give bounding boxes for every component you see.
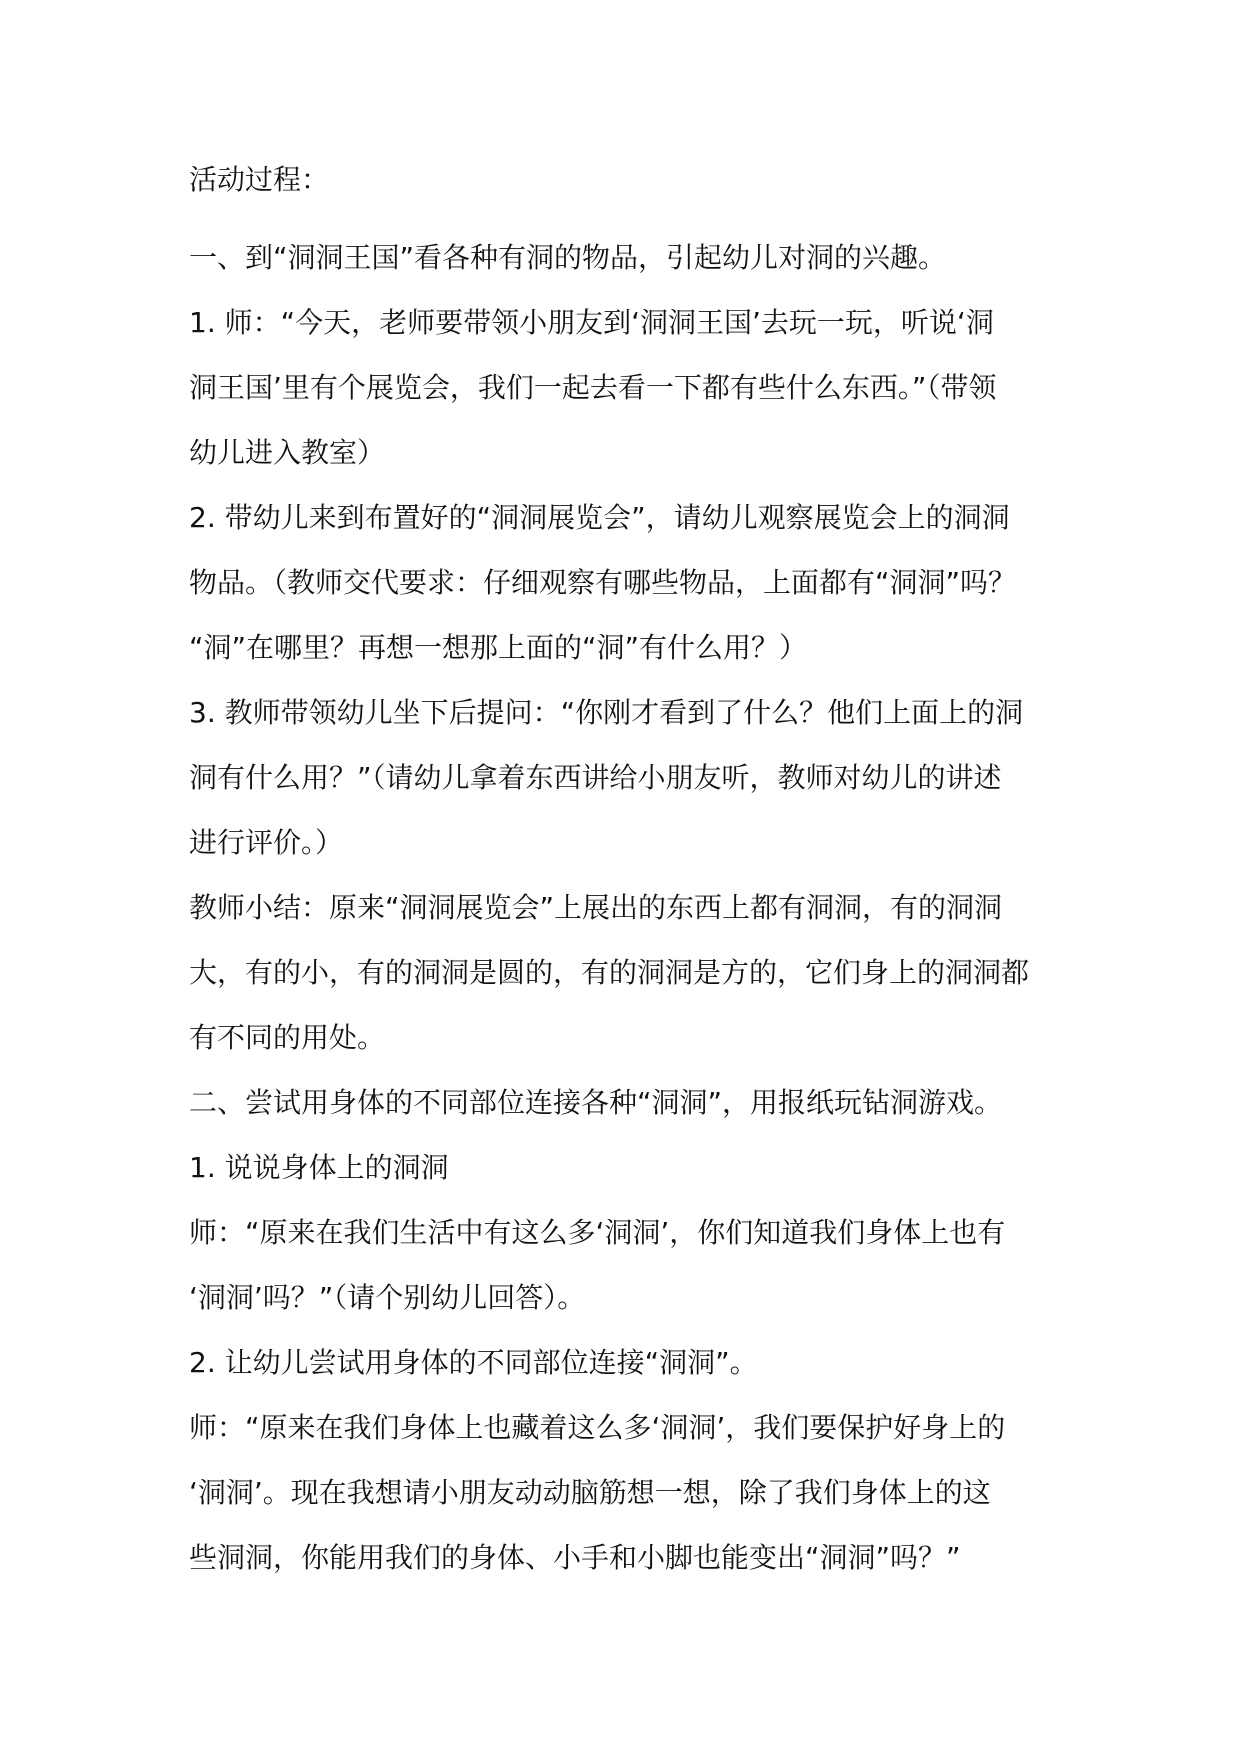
text-line: 1. 说说身体上的洞洞 [189,1151,449,1184]
text-line: 些洞洞，你能用我们的身体、小手和小脚也能变出“洞洞”吗？” [189,1541,961,1574]
text-line: 2. 让幼儿尝试用身体的不同部位连接“洞洞”。 [189,1346,758,1379]
text-line: 有不同的用处。 [189,1021,386,1054]
document-body [189,160,1059,1590]
text-line: ‘洞洞’吗？”（请个别幼儿回答）。 [189,1281,586,1314]
text-line: 物品。（教师交代要求：仔细观察有哪些物品，上面都有“洞洞”吗？ [189,566,1017,599]
text-line: 师：“原来在我们身体上也藏着这么多‘洞洞’，我们要保护好身上的 [189,1411,1006,1444]
text-line: 进行评价。） [189,826,344,859]
text-line: 二、尝试用身体的不同部位连接各种“洞洞”，用报纸玩钻洞游戏。 [189,1086,1003,1119]
text-line: 大，有的小，有的洞洞是圆的，有的洞洞是方的，它们身上的洞洞都 [189,956,1030,989]
text-line: 师：“原来在我们生活中有这么多‘洞洞’，你们知道我们身体上也有 [189,1216,1006,1249]
text-line: “洞”在哪里？再想一想那上面的“洞”有什么用？） [189,631,808,664]
text-line: 2. 带幼儿来到布置好的“洞洞展览会”，请幼儿观察展览会上的洞洞 [189,501,1010,534]
text-line: 教师小结：原来“洞洞展览会”上展出的东西上都有洞洞，有的洞洞 [189,891,1003,924]
section-heading-activity-process: 活动过程： [189,163,330,196]
text-line: 幼儿进入教室） [189,436,386,469]
text-line: 洞王国’里有个展览会，我们一起去看一下都有些什么东西。”（带领 [189,371,997,404]
text-line: 1. 师：“今天，老师要带领小朋友到‘洞洞王国’去玩一玩，听说‘洞 [189,306,994,339]
text-line: ‘洞洞’。现在我想请小朋友动动脑筋想一想，除了我们身体上的这 [189,1476,991,1509]
text-line: 洞有什么用？”（请幼儿拿着东西讲给小朋友听，教师对幼儿的讲述 [189,761,1002,794]
text-line: 一、到“洞洞王国”看各种有洞的物品，引起幼儿对洞的兴趣。 [189,241,947,274]
text-line: 3. 教师带领幼儿坐下后提问：“你刚才看到了什么？他们上面上的洞 [189,696,1024,729]
